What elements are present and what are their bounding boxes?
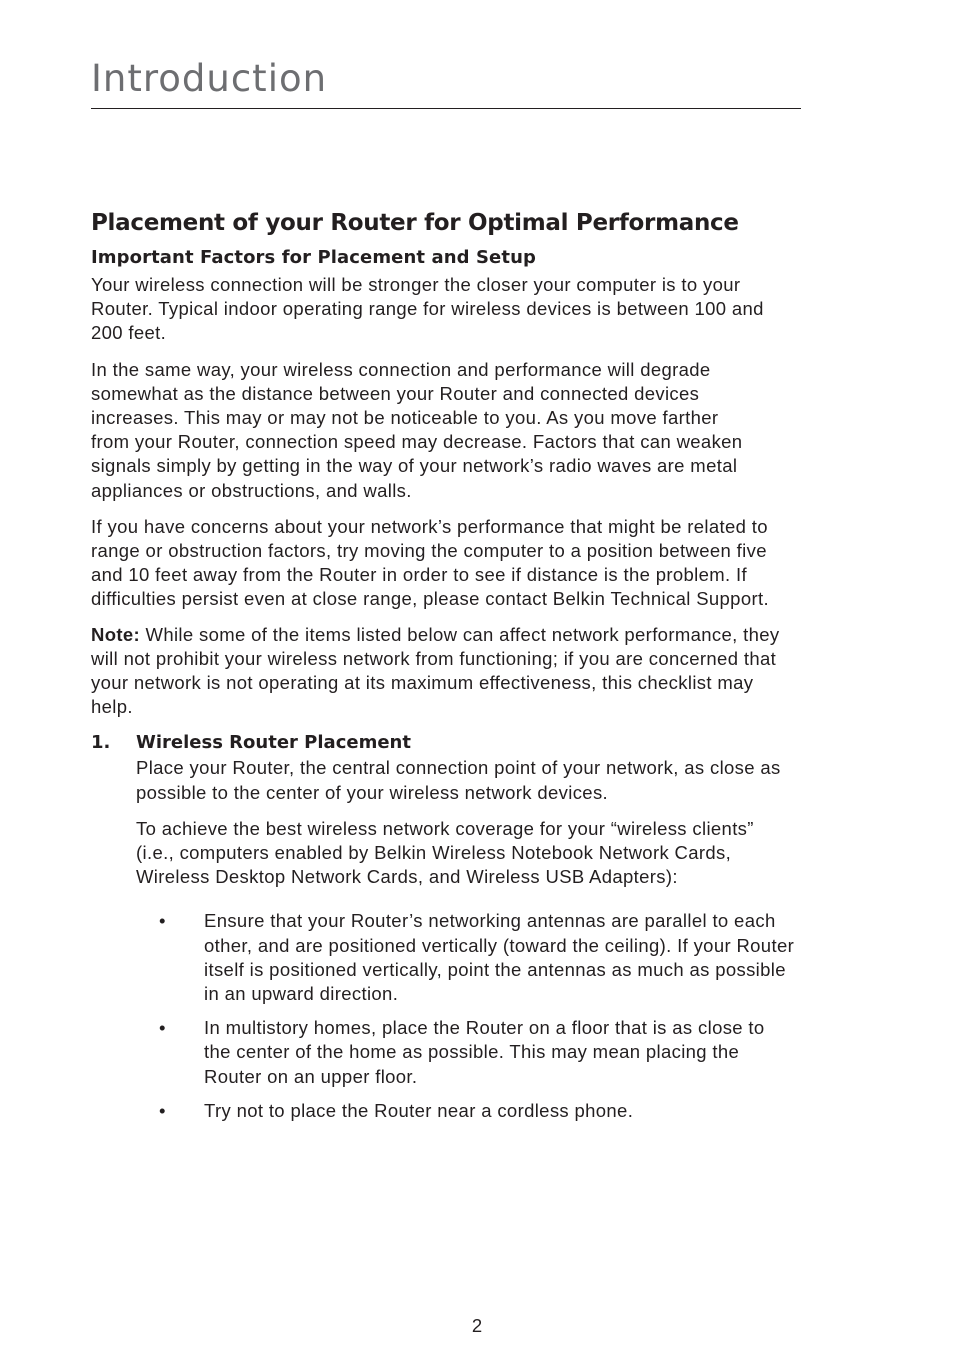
main-content bbox=[91, 205, 801, 1123]
paragraph-concerns: If you have concerns about your network’s performance that might be related to range or obstruction factors, try moving the computer to a position between five and 10 feet away from the Router in order to see if distance is the problem. If difficulties persist even at close range, please contact Belkin Technical Support. bbox=[91, 515, 769, 610]
numbered-item-router-placement bbox=[91, 730, 801, 1123]
note-text: While some of the items listed below can affect network performance, they will not prohibit your wireless network from functioning; if you are concerned that your network is not operating at its maximum effectiveness, this checklist may help. bbox=[91, 623, 780, 718]
note-paragraph bbox=[91, 623, 796, 720]
chapter-title: Introduction bbox=[91, 57, 328, 100]
bullet-text: Ensure that your Router’s networking antennas are parallel to each other, and are positioned vertically (toward the ceiling). If your Router itself is positioned vertically, point the antennas as much as possible in an upward direction. bbox=[204, 910, 795, 1005]
section-heading: Placement of your Router for Optimal Performance bbox=[91, 210, 739, 236]
title-divider bbox=[91, 108, 801, 109]
bullet-text: Try not to place the Router near a cordless phone. bbox=[204, 1099, 634, 1121]
bullet-icon: • bbox=[159, 1099, 166, 1121]
bullet-icon: • bbox=[159, 1017, 166, 1039]
bullet-icon: • bbox=[159, 910, 166, 932]
placement-bullet-list bbox=[136, 909, 801, 1123]
list-item bbox=[159, 1099, 804, 1123]
paragraph-range: Your wireless connection will be stronger the closer your computer is to your Router. Typical indoor operating range for wireless devices is between 100 and 200 feet. bbox=[91, 274, 764, 344]
item-number: 1. bbox=[91, 732, 111, 754]
list-item bbox=[159, 1016, 782, 1089]
bullet-text: In multistory homes, place the Router on a floor that is as close to the center of the home as possible. This may mean placing the Router on an upper floor. bbox=[204, 1017, 765, 1087]
note-label: Note: bbox=[91, 623, 141, 645]
item-title: Wireless Router Placement bbox=[136, 732, 411, 754]
section-subheading: Important Factors for Placement and Setup bbox=[91, 247, 536, 268]
item-paragraph-coverage: To achieve the best wireless network coverage for your “wireless clients” (i.e., computers enabled by Belkin Wireless Notebook Network Cards, Wireless Desktop Network Cards, and Wireless USB Adapters): bbox=[136, 817, 754, 888]
list-item bbox=[159, 909, 804, 1006]
item-paragraph-placement: Place your Router, the central connection point of your network, as close as possible to the center of your wireless network devices. bbox=[136, 757, 781, 803]
page-number: 2 bbox=[471, 1315, 483, 1336]
paragraph-degradation: In the same way, your wireless connection and performance will degrade somewhat as the distance between your Router and connected devices increases. This may or may not be noticeable to you. As you move farther from your Router, connection speed may decrease. Factors that can weaken signals simply by getting in the way of your network’s radio waves are metal appliances or obstructions, and walls. bbox=[91, 358, 743, 501]
